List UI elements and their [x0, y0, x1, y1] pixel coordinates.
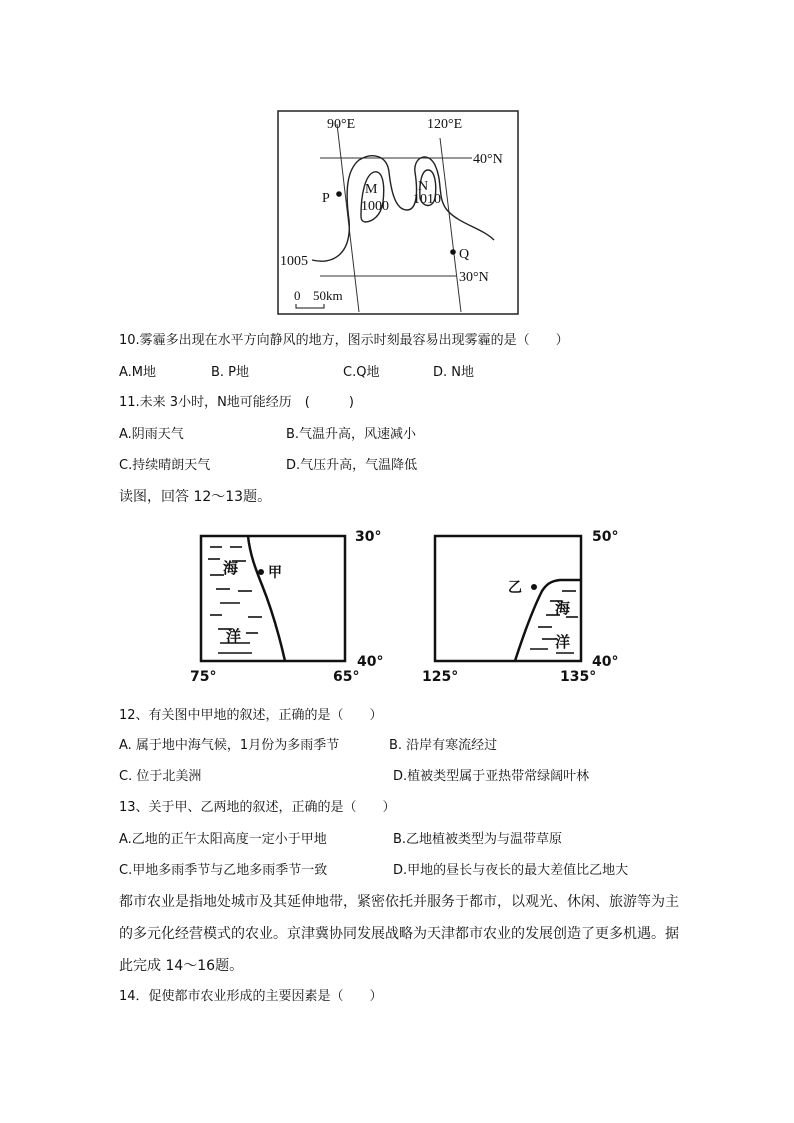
left-map [190, 529, 383, 685]
label-q: Q [459, 247, 470, 262]
question-11-option-a: A.阴雨天气 [119, 427, 184, 442]
question-11-option-c: C.持续晴朗天气 [119, 458, 211, 473]
question-11-option-b: B.气温升高，风速减小 [286, 427, 417, 442]
coastal-maps-figure [190, 525, 630, 687]
left-map-lon-left: 75° [190, 669, 217, 685]
place-jia-dot [258, 569, 264, 575]
scale-bar [296, 304, 324, 308]
left-map-coastline [248, 536, 285, 661]
left-map-sea-char-1: 海 [223, 559, 239, 577]
right-map-lat-bottom: 40° [592, 654, 619, 670]
left-map-sea-char-2: 洋 [226, 627, 242, 645]
question-10-option-b: B. P地 [211, 365, 250, 380]
question-11-option-d: D.气压升高，气温降低 [286, 458, 418, 473]
left-map-lat-top: 30° [355, 529, 382, 545]
right-map-lon-left: 125° [422, 669, 459, 685]
question-12-option-d: D.植被类型属于亚热带常绿阔叶林 [393, 769, 590, 784]
question-10-option-d: D. N地 [433, 365, 474, 380]
question-13-option-d: D.甲地的昼长与夜长的最大差值比乙地大 [393, 863, 629, 878]
isobar-1005 [312, 156, 494, 261]
label-iso-1005: 1005 [280, 254, 308, 269]
question-10-stem: 10.雾霾多出现在水平方向静风的地方，图示时刻最容易出现雾霾的是（ ） [119, 333, 569, 348]
label-30n: 30°N [459, 270, 489, 285]
scale-zero: 0 [294, 288, 301, 303]
longitude-line-90e [337, 124, 359, 312]
left-map-lon-right: 65° [333, 669, 360, 685]
label-n: N [418, 179, 429, 194]
label-iso-1000: 1000 [361, 199, 389, 214]
label-iso-1010: 1010 [413, 192, 441, 207]
label-m: M [365, 182, 378, 197]
isobar-map-figure [277, 110, 519, 316]
intro-12-13: 读图，回答 12～13题。 [119, 489, 272, 505]
passage-line-2: 的多元化经营模式的农业。京津冀协同发展战略为天津都市农业的发展创造了更多机遇。据 [119, 926, 679, 942]
right-map-lon-right: 135° [560, 669, 597, 685]
right-map-sea-char-2: 洋 [555, 633, 571, 651]
question-12-option-c: C. 位于北美洲 [119, 769, 202, 784]
passage-line-3: 此完成 14～16题。 [119, 958, 244, 974]
place-jia-label: 甲 [268, 565, 282, 581]
longitude-line-120e [440, 138, 461, 312]
question-13-option-c: C.甲地多雨季节与乙地多雨季节一致 [119, 863, 328, 878]
right-map-sea-char-1: 海 [555, 599, 571, 617]
question-13-option-a: A.乙地的正午太阳高度一定小于甲地 [119, 832, 327, 847]
question-12-stem: 12、有关图中甲地的叙述，正确的是（ ） [119, 708, 383, 723]
question-14-stem: 14．促使都市农业形成的主要因素是（ ） [119, 989, 383, 1004]
passage-line-1: 都市农业是指地处城市及其延伸地带，紧密依托并服务于都市，以观光、休闲、旅游等为主 [119, 894, 679, 910]
question-12-option-a: A. 属于地中海气候，1月份为多雨季节 [119, 738, 340, 753]
right-map [422, 529, 618, 685]
right-map-lat-top: 50° [592, 529, 619, 545]
label-120e: 120°E [427, 117, 463, 132]
question-11-stem: 11.未来 3小时，N地可能经历 ( ) [119, 395, 354, 410]
scale-label: 50km [313, 288, 343, 303]
question-12-option-b: B. 沿岸有寒流经过 [389, 738, 498, 753]
label-90e: 90°E [327, 117, 356, 132]
point-q-dot [450, 249, 456, 255]
left-map-lat-bottom: 40° [357, 654, 384, 670]
question-10-option-a: A.M地 [119, 365, 157, 380]
place-yi-label: 乙 [508, 580, 522, 596]
label-p: P [322, 191, 330, 206]
question-13-stem: 13、关于甲、乙两地的叙述，正确的是（ ） [119, 800, 396, 815]
question-10-option-c: C.Q地 [343, 365, 380, 380]
point-p-dot [336, 191, 342, 197]
question-13-option-b: B.乙地植被类型为与温带草原 [393, 832, 563, 847]
place-yi-dot [531, 584, 537, 590]
label-40n: 40°N [473, 152, 503, 167]
